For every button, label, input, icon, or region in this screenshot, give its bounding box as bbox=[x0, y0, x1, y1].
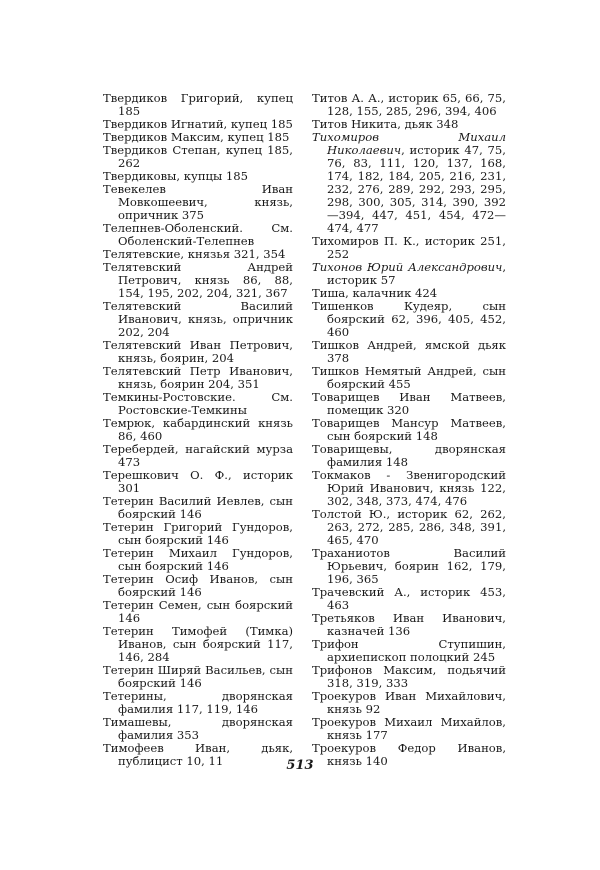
index-entry bbox=[312, 261, 506, 287]
index-entry bbox=[103, 469, 293, 495]
index-entry bbox=[103, 716, 293, 742]
index-entry bbox=[312, 586, 506, 612]
index-entry bbox=[103, 573, 293, 599]
index-entry-text: Твердиковы, купцы 185 bbox=[103, 169, 249, 183]
index-entry bbox=[103, 92, 293, 118]
index-entry-text: Тетерин Семен, сын боярский 146 bbox=[103, 598, 293, 625]
index-entry bbox=[312, 339, 506, 365]
index-entry-text: Телятевский Петр Иванович, князь, боярин 204, 351 bbox=[103, 364, 293, 391]
index-entry-text: Тимофеев Иван, дьяк, публицист 10, 11 bbox=[103, 741, 293, 768]
index-entry bbox=[312, 664, 506, 690]
index-entry bbox=[103, 365, 293, 391]
index-entry-text: Тетерин Василий Иевлев, сын боярский 146 bbox=[103, 494, 293, 521]
index-entry-text: Траханиотов Василий Юрьевич, боярин 162, 179, 196, 365 bbox=[312, 546, 506, 586]
index-entry bbox=[312, 235, 506, 261]
index-entry-text: Твердиков Степан, купец 185, 262 bbox=[103, 143, 293, 170]
index-entry bbox=[103, 599, 293, 625]
index-entry-text: Тетерин Тимофей (Тимка) Иванов, сын боярский 117, 146, 284 bbox=[103, 624, 293, 664]
index-entry-text: Тетерин Ширяй Васильев, сын боярский 146 bbox=[103, 663, 293, 690]
index-entry bbox=[103, 300, 293, 339]
index-entry-text: Темкины-Ростовские. См. Ростовские-Темкины bbox=[103, 390, 293, 417]
index-entry-text: Трачевский А., историк 453, 463 bbox=[312, 585, 506, 612]
index-entry bbox=[312, 391, 506, 417]
index-entry bbox=[103, 495, 293, 521]
index-entry-text: Твердиков Григорий, купец 185 bbox=[103, 91, 293, 118]
index-entry bbox=[312, 131, 506, 235]
index-entry-text: Телепнев-Оболенский. См. Оболенский-Телепнев bbox=[103, 221, 293, 248]
index-entry bbox=[312, 417, 506, 443]
index-entry-text: Телятевский Андрей Петрович, князь 86, 88, 154, 195, 202, 204, 321, 367 bbox=[103, 260, 293, 300]
index-entry-text: Твердиков Максим, купец 185 bbox=[103, 130, 290, 144]
index-entry-text: Тетерин Григорий Гундоров, сын боярский 146 bbox=[103, 520, 293, 547]
index-entry-text: Токмаков - Звенигородский Юрий Иванович, князь 122, 302, 348, 373, 474, 476 bbox=[312, 468, 506, 508]
index-entry-text: Тишенков Кудеяр, сын боярский 62, 396, 405, 452, 460 bbox=[312, 299, 506, 339]
index-entry-text: Теребердей, нагайский мурза 473 bbox=[103, 442, 293, 469]
index-entry-text: Трифон Ступишин, архиепископ полоцкий 245 bbox=[312, 637, 506, 664]
index-entry-text: Тетерин Михаил Гундоров, сын боярский 146 bbox=[103, 546, 293, 573]
index-entry bbox=[312, 638, 506, 664]
index-entry bbox=[312, 443, 506, 469]
index-column-left bbox=[103, 92, 293, 768]
index-entry-text: , историк 47, 75, 76, 83, 111, 120, 137, 168, 174, 182, 184, 205, 216, 231, 232, 276, 289, 292, 293, 295, 298, 300, 305, 314, 390, 392—394, 447, 451, 454, 472—474, 477 bbox=[327, 143, 506, 235]
index-entry-text: Тетерины, дворянская фамилия 117, 119, 146 bbox=[103, 689, 293, 716]
index-entry-name-italic: Тихонов Юрий Александрович bbox=[312, 260, 503, 274]
index-entry-text: Темрюк, кабардинский князь 86, 460 bbox=[103, 416, 293, 443]
index-entry-text: Тиша, калачник 424 bbox=[312, 286, 438, 300]
index-entry-text: Титов Никита, дьяк 348 bbox=[312, 117, 459, 131]
index-entry bbox=[103, 690, 293, 716]
index-entry-text: Телятевский Иван Петрович, князь, боярин, 204 bbox=[103, 338, 293, 365]
index-entry-text: Тишков Немятый Андрей, сын боярский 455 bbox=[312, 364, 506, 391]
index-entry-text: Телятевские, князья 321, 354 bbox=[103, 247, 286, 261]
index-entry-text: Твердиков Игнатий, купец 185 bbox=[103, 117, 293, 131]
page-number: 513 bbox=[286, 758, 314, 773]
index-column-right bbox=[312, 92, 506, 768]
index-entry bbox=[312, 92, 506, 118]
index-entry bbox=[103, 443, 293, 469]
index-entry-text: Товарищев Мансур Матвеев, сын боярский 148 bbox=[312, 416, 506, 443]
index-entry bbox=[312, 690, 506, 716]
index-entry bbox=[312, 547, 506, 586]
index-entry-text: Трифонов Максим, подьячий 318, 319, 333 bbox=[312, 663, 506, 690]
index-entry bbox=[312, 365, 506, 391]
index-entry-text: Тевекелев Иван Мовкошеевич, князь, опричник 375 bbox=[103, 182, 293, 222]
index-entry bbox=[312, 469, 506, 508]
index-entry bbox=[103, 339, 293, 365]
index-entry bbox=[103, 521, 293, 547]
index-entry-text: Тетерин Осиф Иванов, сын боярский 146 bbox=[103, 572, 293, 599]
index-entry-text: , историк 57 bbox=[327, 260, 506, 287]
index-entry bbox=[103, 144, 293, 170]
index-entry bbox=[103, 547, 293, 573]
index-entry bbox=[103, 625, 293, 664]
index-entry-text: Товарищевы, дворянская фамилия 148 bbox=[312, 442, 506, 469]
index-entry-text: Терешкович О. Ф., историк 301 bbox=[103, 468, 293, 495]
index-entry bbox=[312, 300, 506, 339]
index-entry-text: Троекуров Иван Михайлович, князь 92 bbox=[312, 689, 506, 716]
index-entry bbox=[103, 664, 293, 690]
index-entry-text: Толстой Ю., историк 62, 262, 263, 272, 285, 286, 348, 391, 465, 470 bbox=[312, 507, 506, 547]
index-entry bbox=[103, 183, 293, 222]
index-entry bbox=[103, 391, 293, 417]
index-entry-text: Тимашевы, дворянская фамилия 353 bbox=[103, 715, 293, 742]
index-entry bbox=[312, 612, 506, 638]
index-entry-text: Троекуров Федор Иванов, князь 140 bbox=[312, 741, 506, 768]
index-entry-text: Троекуров Михаил Михайлов, князь 177 bbox=[312, 715, 506, 742]
index-entry-text: Тишков Андрей, ямской дьяк 378 bbox=[312, 338, 506, 365]
index-entry bbox=[103, 222, 293, 248]
index-entry-text: Тихомиров П. К., историк 251, 252 bbox=[312, 234, 506, 261]
index-entry-text: Телятевский Василий Иванович, князь, опричник 202, 204 bbox=[103, 299, 293, 339]
index-entry bbox=[103, 261, 293, 300]
index-entry-name-italic: Тихомиров Михаил Николаевич bbox=[312, 130, 506, 157]
index-entry-text: Третьяков Иван Иванович, казначей 136 bbox=[312, 611, 506, 638]
index-entry-text: Товарищев Иван Матвеев, помещик 320 bbox=[312, 390, 506, 417]
index-entry-text: Титов А. А., историк 65, 66, 75, 128, 155, 285, 296, 394, 406 bbox=[312, 91, 506, 118]
index-entry bbox=[103, 417, 293, 443]
index-entry bbox=[312, 508, 506, 547]
index-entry bbox=[312, 716, 506, 742]
